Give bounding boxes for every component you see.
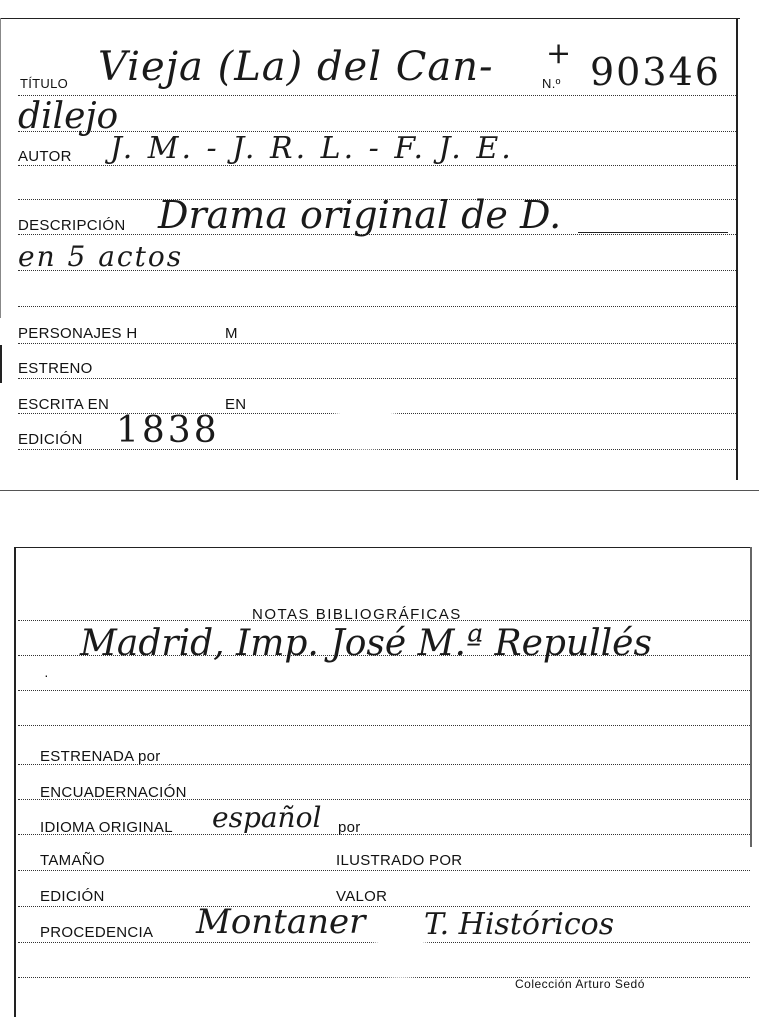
card-right-border — [736, 18, 738, 480]
descripcion-dash — [578, 232, 728, 233]
rule-line — [18, 306, 736, 307]
estrenada-label: ESTRENADA por — [40, 748, 161, 765]
card-bottom-border — [0, 490, 759, 491]
rule-line — [18, 906, 750, 907]
coleccion-imprint: Colección Arturo Sedó — [515, 977, 645, 991]
card-left-border — [14, 547, 16, 1017]
idioma-original-label: IDIOMA ORIGINAL — [40, 819, 173, 836]
procedencia-value: Montaner — [196, 902, 366, 942]
procedencia-label: PROCEDENCIA — [40, 924, 154, 941]
personajes-m-label: M — [225, 325, 238, 342]
descripcion-value-continuation: en 5 actos — [18, 240, 184, 273]
notas-bibliograficas-heading: NOTAS BIBLIOGRÁFICAS — [252, 606, 462, 623]
descripcion-value: Drama original de D. — [158, 193, 562, 237]
escrita-en-second-label: EN — [225, 396, 247, 413]
valor-label: VALOR — [336, 888, 388, 905]
encuadernacion-label: ENCUADERNACIÓN — [40, 784, 187, 801]
titulo-value: Vieja (La) del Can- — [98, 44, 494, 90]
card-top-border — [14, 547, 750, 548]
notas-value: Madrid, Imp. José M.ª Repullés — [80, 623, 652, 664]
scan-smudge — [378, 925, 423, 975]
ilustrado-por-label: ILUSTRADO POR — [336, 852, 463, 869]
rule-line — [18, 378, 736, 379]
escrita-en-label: ESCRITA EN — [18, 396, 110, 413]
tamano-label: TAMAÑO — [40, 852, 105, 869]
catalog-card-bottom — [0, 545, 759, 1028]
margin-dot: · — [44, 667, 49, 683]
autor-label: AUTOR — [18, 148, 72, 165]
scan-smudge — [338, 400, 393, 445]
rule-line — [18, 690, 750, 691]
rule-line — [18, 725, 750, 726]
titulo-value-continuation: dilejo — [18, 96, 119, 137]
rule-line — [18, 343, 736, 344]
edicion-value: 1838 — [116, 410, 220, 451]
edicion-label: EDICIÓN — [18, 431, 83, 448]
procedencia-value-2: T. Históricos — [424, 907, 615, 942]
card-right-border — [750, 547, 752, 847]
card-left-border — [0, 18, 1, 318]
estreno-margin-tick — [0, 345, 2, 383]
estreno-label: ESTRENO — [18, 360, 93, 377]
titulo-label: TÍTULO — [20, 76, 69, 91]
descripcion-label: DESCRIPCIÓN — [18, 217, 126, 234]
rule-line — [18, 95, 736, 96]
card-top-border — [0, 18, 740, 19]
rule-line — [18, 870, 750, 871]
idioma-por-label: por — [338, 819, 361, 836]
personajes-label: PERSONAJES H — [18, 325, 138, 342]
catalog-card-top — [0, 0, 759, 495]
numero-value: 90346 — [590, 50, 721, 94]
idioma-original-value: español — [212, 801, 322, 834]
numero-mark: + — [546, 36, 572, 71]
edicion-label: EDICIÓN — [40, 888, 105, 905]
autor-value: J. M. - J. R. L. - F. J. E. — [110, 131, 514, 166]
numero-label: N.º — [542, 76, 561, 91]
